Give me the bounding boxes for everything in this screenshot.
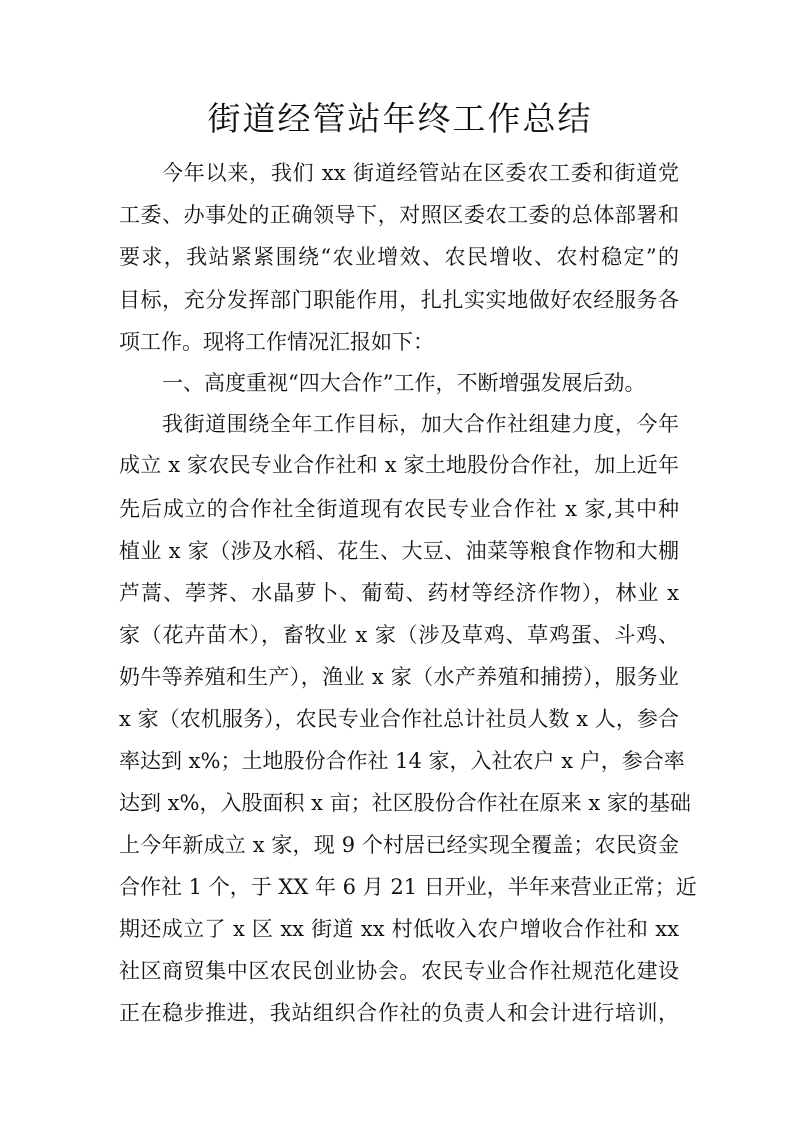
document-title: 街道经管站年终工作总结 <box>207 99 593 138</box>
section-heading: 一、高度重视“四大合作”工作，不断增强发展后劲。 <box>162 371 646 395</box>
paragraph-line: 先后成立的合作社全街道现有农民专业合作社 x 家,其中种 <box>119 497 679 521</box>
paragraph-line: 项工作。现将工作情况汇报如下： <box>119 330 434 354</box>
paragraph-line: 合作社 1 个，于 XX 年 6 月 21 日开业，半年来营业正常；近 <box>119 875 697 899</box>
paragraph-line: 上今年新成立 x 家，现 9 个村居已经实现全覆盖；农民资金 <box>119 833 679 857</box>
paragraph-line: 成立 x 家农民专业合作社和 x 家土地股份合作社，加上近年 <box>119 453 679 477</box>
paragraph-line: 率达到 x%；土地股份合作社 14 家，入社农户 x 户，参合率 <box>119 749 685 773</box>
paragraph-line: 期还成立了 x 区 xx 街道 xx 村低收入农户增收合作社和 xx <box>119 917 679 941</box>
paragraph-line: 奶牛等养殖和生产），渔业 x 家（水产养殖和捕捞），服务业 <box>119 665 679 689</box>
paragraph-line: 植业 x 家（涉及水稻、花生、大豆、油菜等粮食作物和大棚 <box>119 539 679 563</box>
paragraph-line: 要求，我站紧紧围绕“农业增效、农民增收、农村稳定”的 <box>119 245 679 269</box>
paragraph-line: 达到 x%，入股面积 x 亩；社区股份合作社在原来 x 家的基础 <box>119 791 691 815</box>
paragraph-line: 家（花卉苗木），畜牧业 x 家（涉及草鸡、草鸡蛋、斗鸡、 <box>119 623 679 647</box>
paragraph-line: 目标，充分发挥部门职能作用，扎扎实实地做好农经服务各 <box>119 288 679 312</box>
paragraph-line: x 家（农机服务），农民专业合作社总计社员人数 x 人，参合 <box>119 707 679 731</box>
paragraph-line: 正在稳步推进，我站组织合作社的负责人和会计进行培训， <box>119 1001 679 1025</box>
paragraph-line: 我街道围绕全年工作目标，加大合作社组建力度，今年 <box>162 412 679 436</box>
paragraph-line: 芦蒿、荸荠、水晶萝卜、葡萄、药材等经济作物），林业 x <box>119 581 679 605</box>
paragraph-line: 工委、办事处的正确领导下，对照区委农工委的总体部署和 <box>119 203 679 227</box>
paragraph-line: 今年以来，我们 xx 街道经管站在区委农工委和街道党 <box>162 161 679 185</box>
paragraph-line: 社区商贸集中区农民创业协会。农民专业合作社规范化建设 <box>119 959 679 983</box>
